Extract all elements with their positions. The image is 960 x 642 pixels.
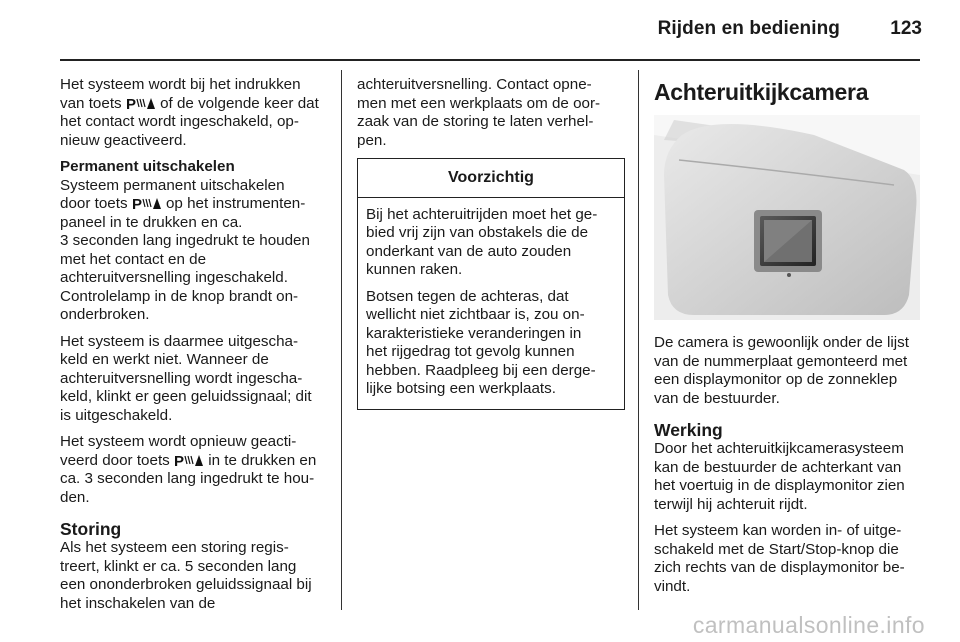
photo-caption: De camera is gewoonlijk onder de lijst van de nummerplaat gemonteerd met een displaymonitor op de zonneklep van de bestuurder. xyxy=(654,334,909,407)
caution-box xyxy=(357,158,625,410)
watermark: carmanualsonline.info xyxy=(692,612,925,638)
caution-paragraph: Botsen tegen de achteras, dat wellicht niet zichtbaar is, zou on- karakteristieke veranderingen in het rijgedrag tot gevolg kunnen hebben. Raadpleeg bij een derge- lijke botsing een werkplaats. xyxy=(366,287,596,397)
paragraph-disabled: Het systeem is daarmee uitgescha- keld en werkt niet. Wanneer de achteruitversnelling wordt ingescha- keld, klinkt er geen geluidssignaal; dit is uitgeschakeld. xyxy=(60,332,312,424)
text-span: Het systeem wordt bij het indrukken van toets xyxy=(60,76,301,112)
column-2 xyxy=(357,76,625,410)
paragraph-werking-2: Het systeem kan worden in- of uitge- schakeld met de Start/Stop-knop die zich rechts van de displaymonitor be- vindt. xyxy=(654,522,905,595)
parking-assist-icon xyxy=(132,196,162,210)
section-title: Achteruitkijkcamera xyxy=(654,79,869,105)
svg-text:P: P xyxy=(173,452,184,467)
parking-assist-icon xyxy=(126,96,156,110)
column-divider xyxy=(638,70,639,610)
running-header-title: Rijden en bediening xyxy=(657,18,840,39)
paragraph-storing: Als het systeem een storing regis- treert, klinkt er ca. 5 seconden lang een ononderbroken geluidssignaal bij het inschakelen van de xyxy=(60,539,312,612)
heading-storing: Storing xyxy=(60,519,122,539)
paragraph-reactivate-2 xyxy=(60,433,328,507)
text-span: of de volgende keer dat het contact wordt ingeschakeld, op- nieuw geactiveerd. xyxy=(60,94,319,149)
svg-text:P: P xyxy=(131,196,142,210)
text-span: op het instrumenten- paneel in te drukken en ca. 3 seconden lang ingedrukt te houden met het contact en de achteruitversnelling ingeschakeld. Controlelamp in de knop brandt on- onderbroken. xyxy=(60,195,310,323)
column-1 xyxy=(60,76,328,621)
heading-werking: Werking xyxy=(654,420,723,440)
sun-visor-illustration xyxy=(654,115,920,320)
paragraph-werking-1: Door het achteruitkijkcamerasysteem kan de bestuurder de achterkant van het voertuig in de displaymonitor zien terwijl hij achteruit rijdt. xyxy=(654,440,905,513)
parking-assist-icon xyxy=(174,453,204,467)
paragraph-continued: achteruitversnelling. Contact opne- men met een werkplaats om de oor- zaak van de storing te laten verhel- pen. xyxy=(357,76,601,149)
text-span: in te drukken en ca. 3 seconden lang ingedrukt te hou- den. xyxy=(60,451,317,506)
sun-visor-photo xyxy=(654,115,920,320)
header-rule xyxy=(60,59,920,61)
svg-text:P: P xyxy=(125,95,136,110)
caution-body xyxy=(358,198,624,409)
paragraph-permanent xyxy=(60,158,328,325)
caution-paragraph: Bij het achteruitrijden moet het ge- bied vrij zijn van obstakels die de onderkant van de auto zouden kunnen raken. xyxy=(366,205,598,278)
subheading-permanent: Permanent uitschakelen xyxy=(60,158,235,175)
column-divider xyxy=(341,70,342,610)
caution-title: Voorzichtig xyxy=(358,159,624,198)
column-3 xyxy=(654,76,922,604)
text-span: Het systeem wordt opnieuw geacti- veerd door toets xyxy=(60,433,297,469)
text-span: Systeem permanent uitschakelen door toets xyxy=(60,176,285,212)
paragraph-reactivate xyxy=(60,76,328,150)
page-number: 123 xyxy=(890,18,922,39)
